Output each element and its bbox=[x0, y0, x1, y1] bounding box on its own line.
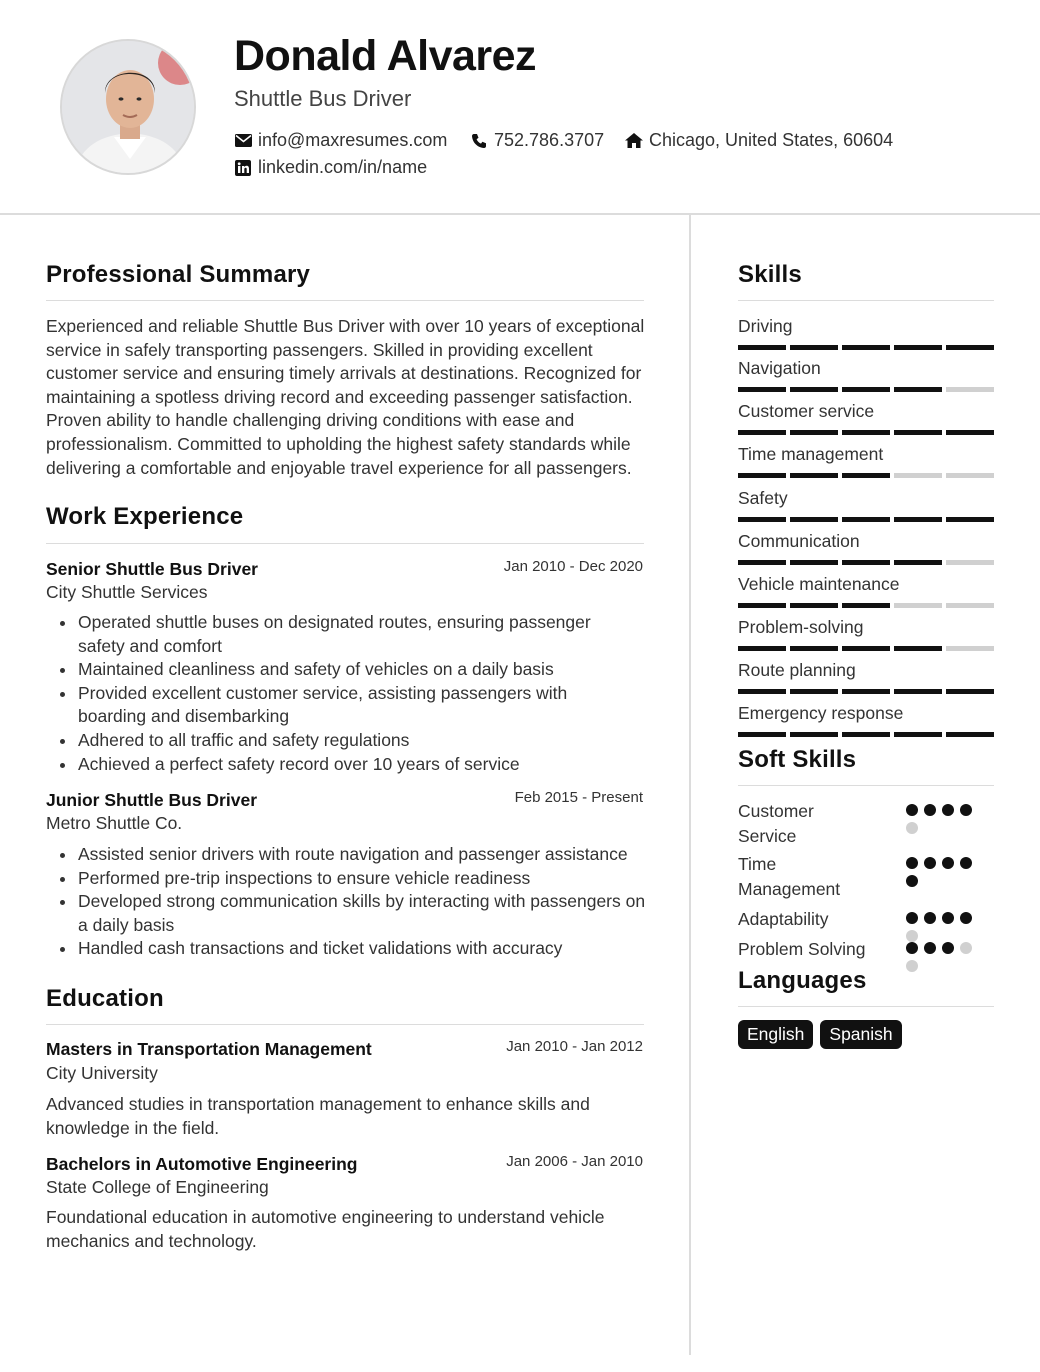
rating-dot bbox=[942, 804, 954, 816]
skill-name: Customer service bbox=[738, 401, 875, 421]
skill-level-segment bbox=[842, 345, 890, 350]
list-item: Handled cash transactions and ticket validations with accuracy bbox=[78, 937, 646, 961]
job-title: Senior Shuttle Bus Driver bbox=[46, 559, 258, 579]
soft-skill-rating bbox=[906, 912, 986, 942]
skill-level-segment bbox=[738, 689, 786, 694]
skill-level-bar bbox=[738, 689, 994, 694]
school-name: State College of Engineering bbox=[46, 1177, 269, 1197]
rating-dot bbox=[924, 942, 936, 954]
skill-level-segment bbox=[842, 603, 890, 608]
skill-level-segment bbox=[842, 473, 890, 478]
linkedin-text: linkedin.com/in/name bbox=[258, 157, 428, 177]
skill-level-segment bbox=[894, 689, 942, 694]
soft-skill-rating bbox=[906, 857, 986, 887]
skill-level-segment bbox=[790, 560, 838, 565]
skill-level-segment bbox=[894, 560, 942, 565]
degree-title: Bachelors in Automotive Engineering bbox=[46, 1154, 358, 1174]
skill-level-segment bbox=[842, 689, 890, 694]
skill-name: Communication bbox=[738, 531, 860, 551]
skill-level-bar bbox=[738, 517, 994, 522]
skill-level-bar bbox=[738, 646, 994, 651]
skill-level-segment bbox=[946, 646, 994, 651]
soft-skill-rating bbox=[906, 942, 986, 972]
skill-level-segment bbox=[790, 387, 838, 392]
skill-level-segment bbox=[790, 473, 838, 478]
rating-dot bbox=[924, 857, 936, 869]
skill-level-segment bbox=[946, 473, 994, 478]
soft-skill-name: Adaptability bbox=[738, 909, 829, 929]
job-date: Jan 2010 - Dec 2020 bbox=[503, 558, 643, 575]
skill-level-segment bbox=[894, 473, 942, 478]
job-date: Feb 2015 - Present bbox=[514, 789, 643, 806]
skill-name: Safety bbox=[738, 488, 788, 508]
skill-name: Vehicle maintenance bbox=[738, 574, 900, 594]
language-tags bbox=[738, 1020, 902, 1049]
skill-level-segment bbox=[842, 430, 890, 435]
rating-dot bbox=[906, 960, 918, 972]
education-heading: Education bbox=[46, 985, 164, 1012]
skill-level-segment bbox=[790, 517, 838, 522]
rating-dot bbox=[906, 930, 918, 942]
rating-dot bbox=[924, 804, 936, 816]
skill-level-segment bbox=[790, 430, 838, 435]
home-icon bbox=[625, 132, 643, 150]
skill-level-segment bbox=[894, 387, 942, 392]
skill-name: Problem-solving bbox=[738, 617, 864, 637]
language-tag: English bbox=[738, 1020, 813, 1049]
skill-item bbox=[738, 316, 994, 350]
skill-item bbox=[738, 401, 994, 435]
linkedin-icon bbox=[234, 159, 252, 177]
rating-dot bbox=[960, 804, 972, 816]
language-tag: Spanish bbox=[820, 1020, 901, 1049]
skill-name: Time management bbox=[738, 444, 884, 464]
soft-skills-heading: Soft Skills bbox=[738, 746, 857, 773]
skill-level-segment bbox=[790, 646, 838, 651]
languages-heading: Languages bbox=[738, 967, 867, 994]
skill-level-segment bbox=[738, 517, 786, 522]
skill-name: Driving bbox=[738, 316, 793, 336]
skill-level-segment bbox=[790, 689, 838, 694]
list-item: Developed strong communication skills by interacting with passengers on a daily basis bbox=[78, 890, 646, 937]
skill-level-segment bbox=[894, 646, 942, 651]
education-description: Foundational education in automotive engineering to understand vehicle mechanics and technology. bbox=[46, 1207, 605, 1251]
experience-rule bbox=[46, 543, 644, 544]
soft-skill-name: Problem Solving bbox=[738, 939, 866, 959]
skill-level-bar bbox=[738, 560, 994, 565]
skill-name: Emergency response bbox=[738, 703, 904, 723]
languages-rule bbox=[738, 1006, 994, 1007]
skill-level-bar bbox=[738, 430, 994, 435]
skill-level-segment bbox=[946, 560, 994, 565]
profile-photo bbox=[60, 39, 196, 175]
skill-level-segment bbox=[738, 345, 786, 350]
list-item: Assisted senior drivers with route navigation and passenger assistance bbox=[78, 843, 646, 867]
skill-level-segment bbox=[842, 732, 890, 737]
location-text: Chicago, United States, 60604 bbox=[649, 130, 894, 150]
skill-item bbox=[738, 531, 994, 565]
skill-level-bar bbox=[738, 732, 994, 737]
email-text: info@maxresumes.com bbox=[258, 130, 448, 150]
skill-level-segment bbox=[946, 517, 994, 522]
skill-name: Navigation bbox=[738, 358, 821, 378]
skill-level-segment bbox=[790, 732, 838, 737]
skill-item bbox=[738, 660, 994, 694]
soft-skill-rating bbox=[906, 804, 986, 834]
summary-text: Experienced and reliable Shuttle Bus Driver with over 10 years of exceptional service in safely transporting passengers. Skilled in providing excellent customer service and ensuring timely arrivals at destinations. Recognized for maintaining a spotless driving record and exceeding passenger satisfaction. Proven ability to handle challenging driving conditions with ease and professionalism. Committed to upholding the highest safety standards while delivering a comfortable and enjoyable travel experience for all passengers. bbox=[46, 316, 645, 478]
job-organization: City Shuttle Services bbox=[46, 582, 208, 602]
rating-dot bbox=[942, 942, 954, 954]
skill-level-segment bbox=[738, 732, 786, 737]
rating-dot bbox=[906, 912, 918, 924]
soft-skill-name: Customer Service bbox=[738, 801, 814, 846]
education-description: Advanced studies in transportation management to enhance skills and knowledge in the field. bbox=[46, 1094, 590, 1138]
rating-dot bbox=[942, 857, 954, 869]
rating-dot bbox=[960, 912, 972, 924]
skill-level-bar bbox=[738, 603, 994, 608]
resume-header bbox=[0, 0, 1040, 214]
candidate-name: Donald Alvarez bbox=[234, 32, 537, 80]
rating-dot bbox=[906, 875, 918, 887]
skill-level-segment bbox=[946, 689, 994, 694]
skill-level-segment bbox=[894, 430, 942, 435]
job-bullets bbox=[78, 843, 646, 961]
skill-level-segment bbox=[842, 387, 890, 392]
list-item: Operated shuttle buses on designated routes, ensuring passenger safety and comfort bbox=[78, 611, 623, 658]
skill-item bbox=[738, 358, 994, 392]
education-date: Jan 2010 - Jan 2012 bbox=[506, 1038, 643, 1055]
contact-email[interactable] bbox=[234, 130, 447, 151]
skill-level-segment bbox=[842, 517, 890, 522]
skill-item bbox=[738, 488, 994, 522]
rating-dot bbox=[960, 942, 972, 954]
list-item: Maintained cleanliness and safety of vehicles on a daily basis bbox=[78, 658, 623, 682]
skill-level-segment bbox=[894, 732, 942, 737]
skill-level-segment bbox=[946, 345, 994, 350]
skill-level-segment bbox=[946, 603, 994, 608]
soft-skills-rule bbox=[738, 785, 994, 786]
skill-level-segment bbox=[946, 430, 994, 435]
rating-dot bbox=[906, 942, 918, 954]
skill-level-segment bbox=[894, 603, 942, 608]
skill-level-segment bbox=[790, 603, 838, 608]
list-item: Achieved a perfect safety record over 10 years of service bbox=[78, 753, 623, 777]
job-organization: Metro Shuttle Co. bbox=[46, 813, 183, 833]
rating-dot bbox=[906, 804, 918, 816]
skill-level-segment bbox=[946, 732, 994, 737]
header-divider bbox=[0, 213, 1040, 215]
rating-dot bbox=[960, 857, 972, 869]
skill-level-segment bbox=[738, 473, 786, 478]
skill-level-segment bbox=[738, 387, 786, 392]
education-date: Jan 2006 - Jan 2010 bbox=[506, 1153, 643, 1170]
skill-item bbox=[738, 444, 994, 478]
experience-heading: Work Experience bbox=[46, 503, 244, 530]
soft-skill-name: Time Management bbox=[738, 854, 841, 899]
skill-level-segment bbox=[738, 603, 786, 608]
contact-location bbox=[625, 130, 893, 151]
rating-dot bbox=[906, 822, 918, 834]
rating-dot bbox=[906, 857, 918, 869]
skill-item bbox=[738, 703, 994, 737]
list-item: Performed pre-trip inspections to ensure vehicle readiness bbox=[78, 867, 646, 891]
candidate-role: Shuttle Bus Driver bbox=[234, 86, 412, 111]
skill-level-bar bbox=[738, 345, 994, 350]
contact-phone[interactable] bbox=[470, 130, 604, 151]
skill-level-segment bbox=[738, 646, 786, 651]
list-item: Provided excellent customer service, assisting passengers with boarding and disembarking bbox=[78, 682, 623, 729]
school-name: City University bbox=[46, 1063, 158, 1083]
skill-item bbox=[738, 574, 994, 608]
rating-dot bbox=[924, 912, 936, 924]
column-divider bbox=[689, 215, 691, 1355]
summary-rule bbox=[46, 300, 644, 301]
job-title: Junior Shuttle Bus Driver bbox=[46, 790, 258, 810]
list-item: Adhered to all traffic and safety regulations bbox=[78, 729, 623, 753]
skills-heading: Skills bbox=[738, 261, 802, 288]
skill-level-segment bbox=[894, 345, 942, 350]
skill-level-segment bbox=[842, 560, 890, 565]
envelope-icon bbox=[234, 132, 252, 150]
skill-level-segment bbox=[738, 430, 786, 435]
skill-level-segment bbox=[738, 560, 786, 565]
phone-text: 752.786.3707 bbox=[494, 130, 605, 150]
skill-item bbox=[738, 617, 994, 651]
rating-dot bbox=[942, 912, 954, 924]
skill-level-segment bbox=[790, 345, 838, 350]
skills-rule bbox=[738, 300, 994, 301]
skill-level-segment bbox=[842, 646, 890, 651]
summary-heading: Professional Summary bbox=[46, 261, 311, 288]
education-rule bbox=[46, 1024, 644, 1025]
skill-level-segment bbox=[946, 387, 994, 392]
job-bullets bbox=[78, 611, 623, 776]
degree-title: Masters in Transportation Management bbox=[46, 1039, 372, 1059]
skill-level-bar bbox=[738, 473, 994, 478]
skill-name: Route planning bbox=[738, 660, 856, 680]
skill-level-segment bbox=[894, 517, 942, 522]
contact-linkedin[interactable] bbox=[234, 157, 427, 178]
phone-icon bbox=[470, 132, 488, 150]
skill-level-bar bbox=[738, 387, 994, 392]
